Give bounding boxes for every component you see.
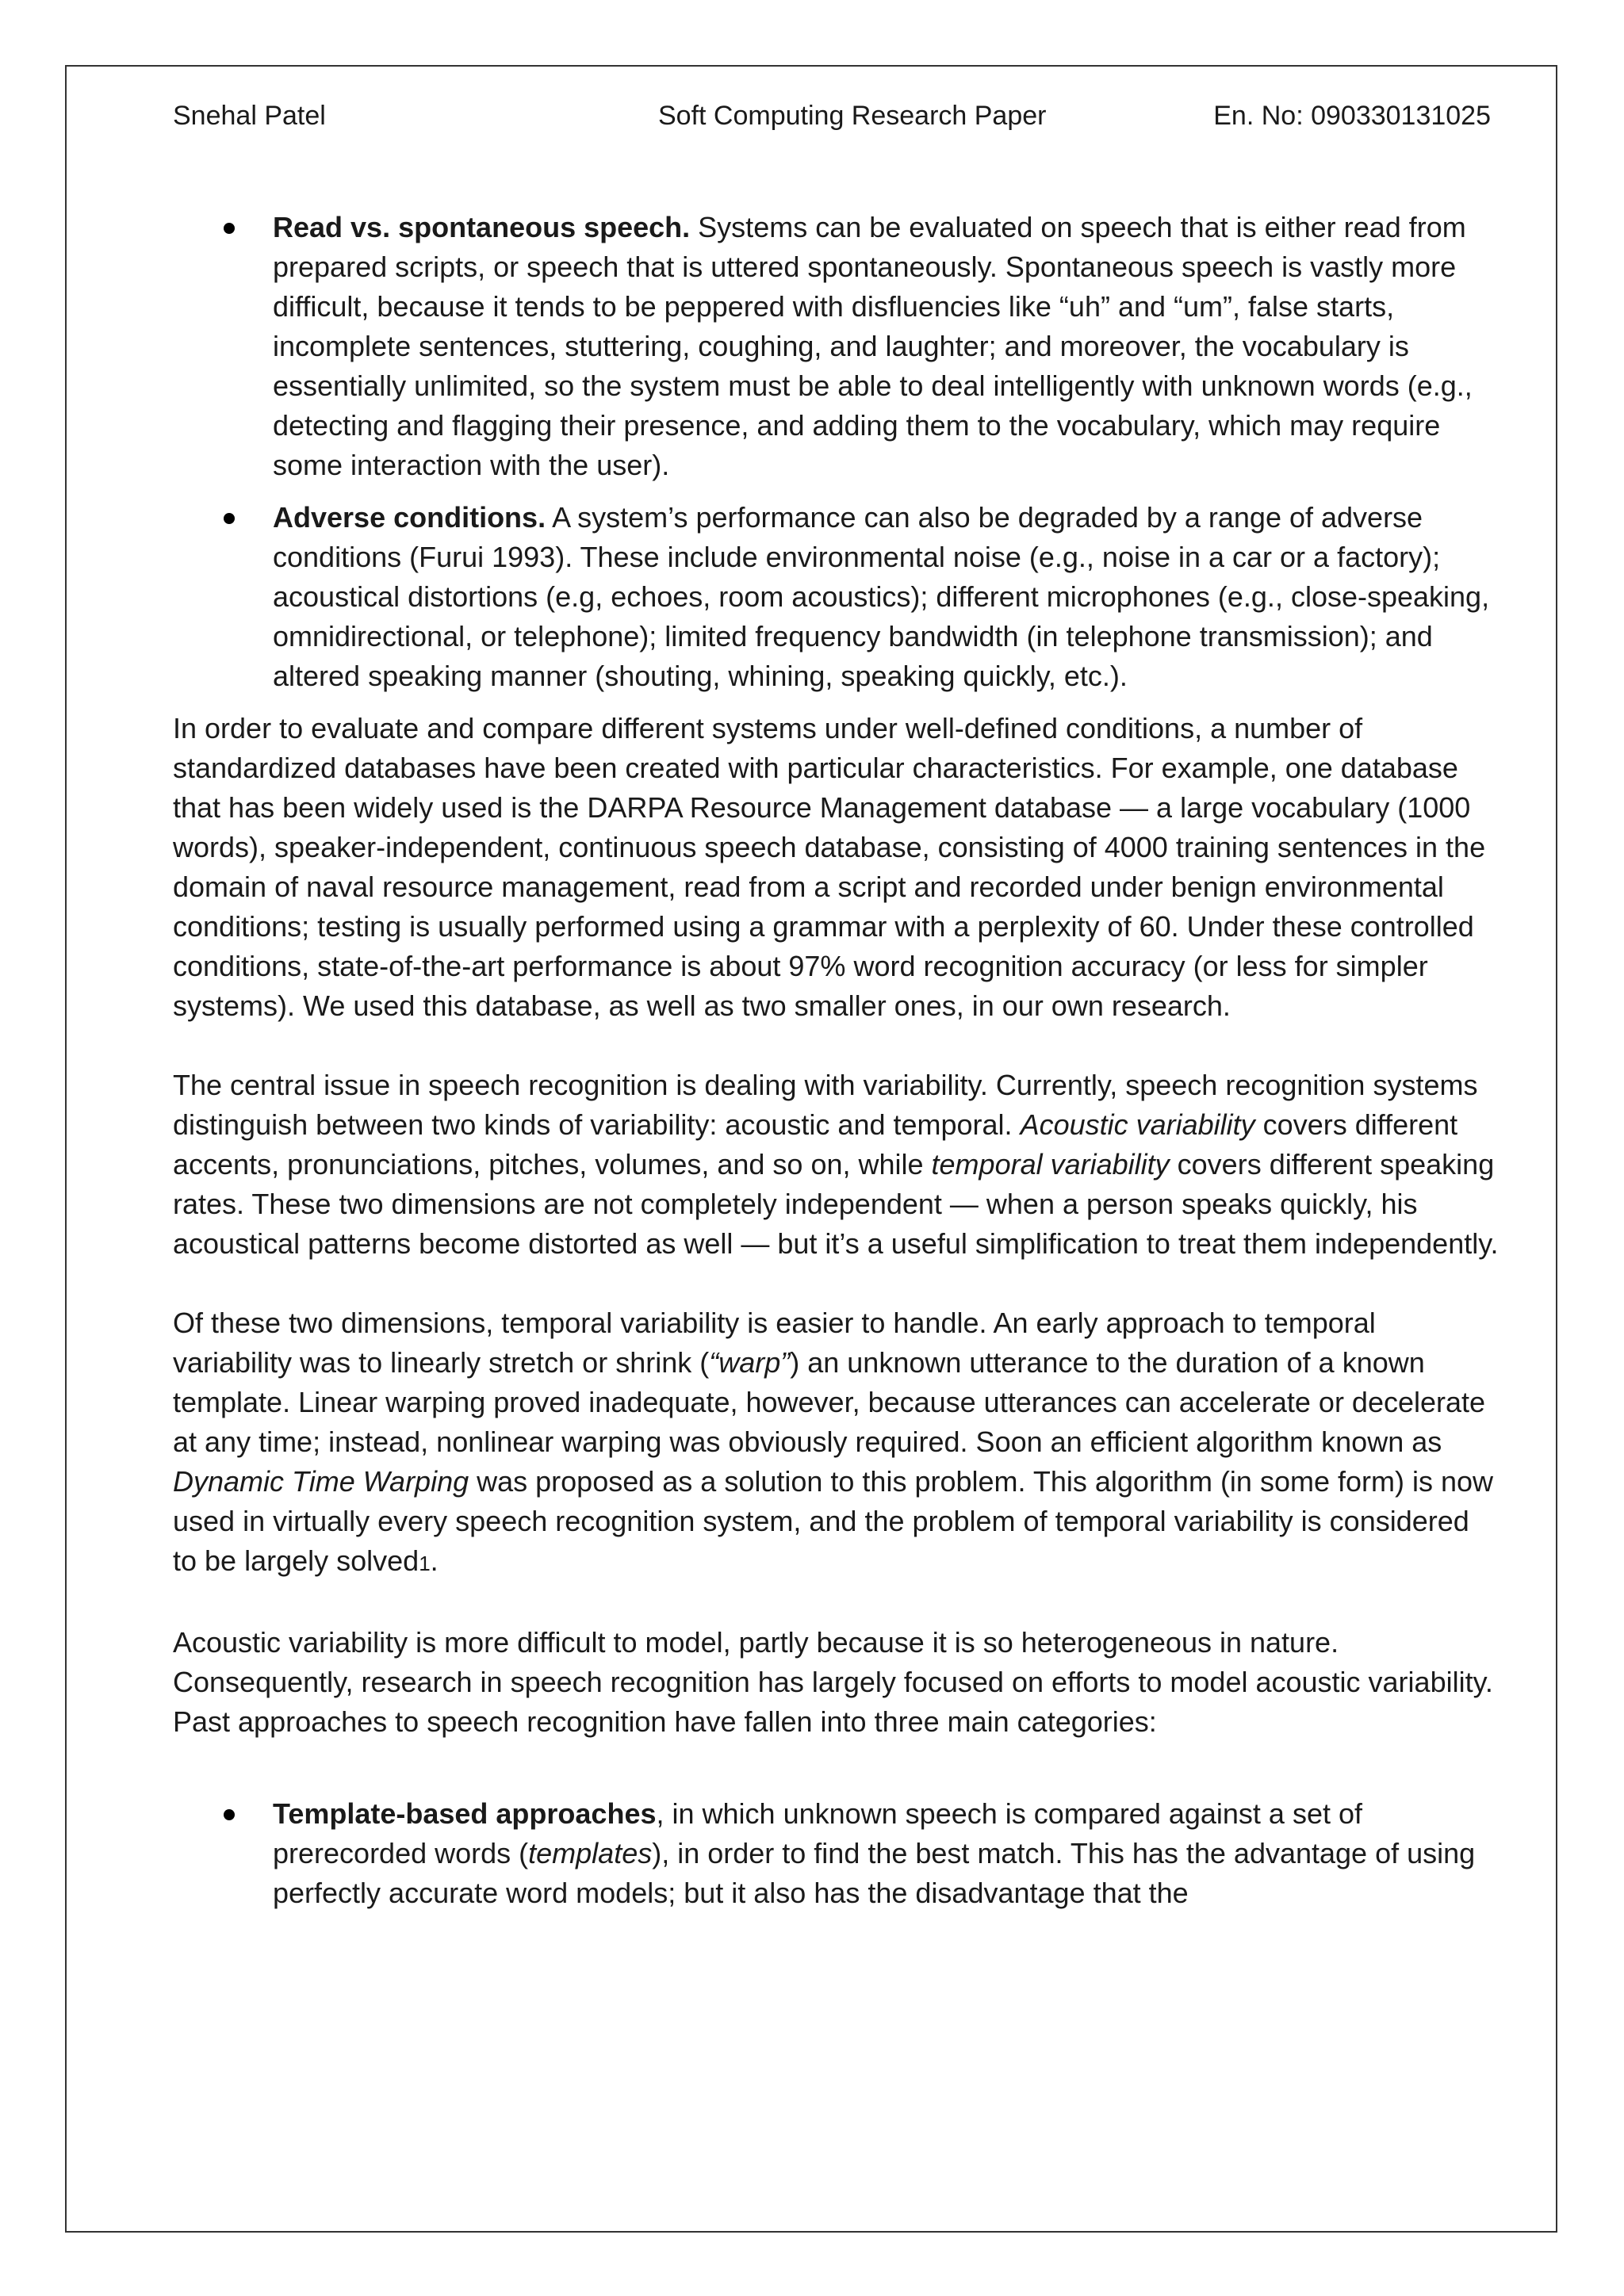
bullet-read-vs-spontaneous [273, 208, 1499, 485]
page-header [173, 98, 1491, 133]
bullet-adverse-conditions [273, 498, 1499, 696]
bullet-dot-icon [224, 223, 235, 234]
text-run: was proposed as a solution to this problem. This algorithm (in some form) is now used in virtually every speech recognition system, and the problem of temporal variability is considered to be largely solved [173, 1465, 1494, 1577]
bullet-lead: Adverse conditions. [273, 501, 546, 534]
bullet-dot-icon [224, 513, 235, 524]
bullet-text: ), in order to find the best match. This has the advantage of using perfectly accurate word models; but it also has the disadvantage that the [273, 1837, 1476, 1909]
paragraph-variability [173, 1066, 1499, 1264]
text-run: . [430, 1544, 439, 1577]
text-run: covers different accents, pronunciations, pitches, volumes, and so on, while [173, 1108, 1458, 1181]
bullet-lead: Read vs. spontaneous speech. [273, 211, 691, 243]
header-enrollment: En. No: 090330131025 [1213, 101, 1491, 131]
italic-temporal-variability: temporal variability [931, 1148, 1170, 1181]
paragraph-databases: In order to evaluate and compare different systems under well-defined conditions, a number of standardized databases have been created with particular characteristics. For example, one database that has been widely used is the DARPA Resource Management database — a large vocabulary (1000 words), speaker-independent, continuous speech database, consisting of 4000 training sentences in the domain of naval resource management, read from a script and recorded under benign environmental conditions; testing is usually performed using a grammar with a perplexity of 60. Under these controlled conditions, state-of-the-art performance is about 97% word recognition accuracy (or less for simpler systems). We used this database, as well as two smaller ones, in our own research. [173, 712, 1486, 1022]
bullet-dot-icon [224, 1809, 235, 1820]
bullet-text: A system’s performance can also be degraded by a range of adverse conditions (Furui 1993). These include environmental noise (e.g., noise in a car or a factory); acoustical distortions (e.g, echoes, room acoustics); different microphones (e.g., close-speaking, omnidirectional, or telephone); limited frequency bandwidth (in telephone transmission); and altered speaking manner (shouting, whining, speaking quickly, etc.). [273, 501, 1490, 692]
header-author: Snehal Patel [173, 101, 326, 131]
header-title: Soft Computing Research Paper [658, 101, 1047, 131]
text-run: ) an unknown utterance to the duration of a known template. Linear warping proved inadequate, however, because utterances can accelerate or decelerate at any time; instead, nonlinear warping was obviously required. Soon an efficient algorithm known as [173, 1346, 1486, 1458]
text-run: covers different speaking rates. These two dimensions are not completely independent — when a person speaks quickly, his acoustical patterns become distorted as well — but it’s a useful simplification to treat them independently. [173, 1148, 1499, 1260]
document-body [173, 208, 1499, 1926]
bullet-text: Systems can be evaluated on speech that is either read from prepared scripts, or speech that is uttered spontaneously. Spontaneous speech is vastly more difficult, because it tends to be peppered with disfluencies like “uh” and “um”, false starts, incomplete sentences, stuttering, coughing, and laughter; and moreover, the vocabulary is essentially unlimited, so the system must be able to deal intelligently with unknown words (e.g., detecting and flagging their presence, and adding them to the vocabulary, which may require some interaction with the user). [273, 211, 1473, 481]
bullet-text: , in which unknown speech is compared against a set of prerecorded words ( [273, 1797, 1363, 1869]
italic-dynamic-time-warping: Dynamic Time Warping [173, 1465, 469, 1498]
text-run: The central issue in speech recognition is dealing with variability. Currently, speech recognition systems distinguish between two kinds of variability: acoustic and temporal. [173, 1069, 1478, 1141]
bullet-template-based [273, 1794, 1499, 1913]
bullet-list-approaches [173, 1794, 1499, 1913]
bullet-list-conditions [173, 208, 1499, 696]
bullet-lead: Template-based approaches [273, 1797, 657, 1830]
italic-warp: “warp” [709, 1346, 791, 1379]
text-run: Of these two dimensions, temporal variability is easier to handle. An early approach to temporal variability was to linearly stretch or shrink ( [173, 1307, 1376, 1379]
paragraph-temporal [173, 1303, 1499, 1583]
paragraph-acoustic: Acoustic variability is more difficult to model, partly because it is so heterogeneous in nature. Consequently, research in speech recognition has largely focused on efforts to model acoustic variability. Past approaches to speech recognition have fallen into three main categories: [173, 1626, 1493, 1738]
italic-templates: templates [528, 1837, 653, 1869]
italic-acoustic-variability: Acoustic variability [1020, 1108, 1255, 1141]
footnote-marker: 1 [419, 1552, 431, 1575]
